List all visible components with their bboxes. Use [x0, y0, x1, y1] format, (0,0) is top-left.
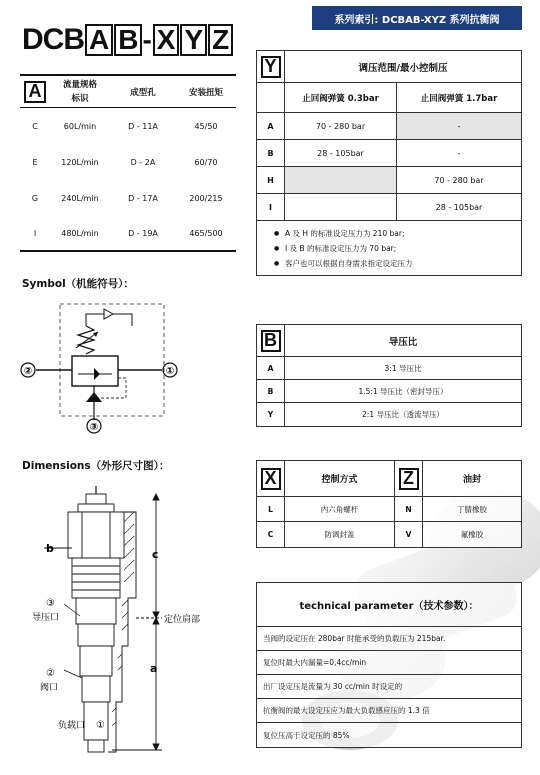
- table-y-letter: Y: [261, 56, 281, 78]
- control-seal-table: [256, 460, 522, 548]
- symbol-port-3: ③: [89, 422, 99, 433]
- cell: D - 11A: [128, 121, 158, 131]
- param-row: 复位时最大内漏量=0,4cc/min: [257, 651, 521, 675]
- cell: L: [257, 497, 285, 521]
- cell: 465/500: [189, 228, 223, 238]
- table-row: [257, 522, 521, 547]
- cell: 120L/min: [61, 157, 99, 167]
- table-row: [257, 194, 521, 221]
- table-row: [20, 144, 236, 180]
- cell: [285, 167, 397, 193]
- cell: D - 19A: [128, 228, 158, 238]
- table-b-letter: B: [261, 330, 281, 352]
- pilot-ratio-title: 导压比: [388, 336, 418, 348]
- cell: B: [257, 140, 285, 166]
- model-code-b: B: [114, 24, 142, 56]
- cell: I: [257, 194, 285, 220]
- cell: I: [33, 228, 37, 238]
- cell: C: [257, 522, 285, 547]
- table-row: [257, 140, 521, 167]
- cell: 氟橡胶: [460, 530, 484, 539]
- dim-a-label: a: [150, 662, 158, 675]
- model-code-a: A: [85, 24, 113, 56]
- pilot-port-number: ③: [46, 598, 55, 609]
- model-code-x: X: [153, 24, 180, 56]
- note-item: ● 客户也可以根据自身需求指定设定压力: [275, 256, 521, 271]
- cell: 丁腈橡胶: [457, 504, 487, 514]
- cell: 240L/min: [61, 193, 99, 203]
- table-a-letter: A: [24, 81, 46, 103]
- cell: 3:1 导压比: [384, 363, 422, 373]
- cell: Y: [257, 403, 285, 426]
- dimensions-heading: Dimensions（外形尺寸图）：: [22, 460, 170, 472]
- cell: 28 - 105bar: [285, 140, 397, 166]
- table-row: [257, 357, 521, 380]
- series-banner: 系列索引: DCBAB-XYZ 系列抗衡阀: [312, 6, 522, 30]
- cell: B: [257, 380, 285, 402]
- model-dash: -: [142, 24, 152, 55]
- shoulder-label: 定位肩部: [164, 615, 201, 625]
- model-prefix: DCB: [22, 23, 84, 56]
- pressure-range-title: 调压范围/最小控制压: [358, 62, 448, 74]
- cell: -: [457, 148, 461, 158]
- seal-title: 油封: [462, 475, 481, 485]
- model-code: [22, 22, 233, 56]
- table-row: [20, 216, 236, 252]
- param-row: 当阀的设定压在 280bar 时能承受的负载压为 215bar.: [257, 627, 521, 651]
- cell: 200/215: [189, 193, 223, 203]
- model-code-z: Z: [208, 24, 233, 56]
- cell: 45/50: [194, 121, 218, 131]
- table-row: [257, 497, 521, 522]
- cell: G: [31, 193, 39, 203]
- header-spring-03: 止回阀弹簧 0.3bar: [285, 83, 397, 112]
- cell: N: [395, 497, 423, 521]
- cell: E: [32, 157, 38, 167]
- pilot-ratio-table: [256, 324, 522, 427]
- header-torque: 安装扭矩: [188, 87, 223, 98]
- header-flow-id: 流量规格 标识: [62, 79, 97, 104]
- cell: A: [257, 357, 285, 379]
- dim-c-label: c: [152, 548, 159, 561]
- valve-port-label: 阀口: [40, 683, 59, 693]
- cell: 60/70: [194, 157, 218, 167]
- symbol-heading: Symbol（机能符号）：: [22, 278, 134, 290]
- table-row: [257, 113, 521, 140]
- header-spring-17: 止回阀弹簧 1.7bar: [420, 93, 498, 104]
- cell: [285, 194, 397, 220]
- load-port-label: 负载口: [58, 721, 86, 731]
- flow-spec-header: [20, 74, 236, 108]
- technical-parameter-table: [256, 582, 522, 748]
- cell: 28 - 105bar: [435, 202, 483, 212]
- param-row: 出厂设定压是流量为 30 cc/min 时设定的: [257, 675, 521, 699]
- cell: -: [397, 113, 521, 139]
- param-row: 复位压高于设定压的 85%: [263, 730, 350, 740]
- cell: 70 - 280 bar: [285, 113, 397, 139]
- table-row: [257, 380, 521, 403]
- cell: 480L/min: [61, 228, 99, 238]
- cell: 防调封盖: [285, 522, 395, 547]
- symbol-port-1: ①: [165, 366, 175, 377]
- symbol-port-2: ②: [23, 366, 33, 377]
- load-port-number: ①: [96, 720, 105, 731]
- pilot-port-label: 导压口: [32, 613, 60, 623]
- table-x-letter: X: [261, 468, 281, 490]
- valve-symbol-diagram: [14, 298, 184, 438]
- note-item: ● A 及 H 的标准设定压力为 210 bar;: [275, 226, 521, 241]
- control-method-title: 控制方式: [285, 461, 395, 496]
- table-row: [257, 167, 521, 194]
- table-row: [20, 108, 236, 144]
- cell: V: [395, 522, 423, 547]
- cell: 2:1 导压比（透流导压）: [362, 410, 444, 419]
- cell: D - 2A: [130, 157, 156, 167]
- technical-title: technical parameter（技术参数）：: [257, 583, 521, 627]
- cell: C: [32, 121, 38, 131]
- pressure-notes: [257, 221, 521, 275]
- cell: 70 - 280 bar: [434, 175, 484, 185]
- cell: 内六角螺杆: [285, 497, 395, 521]
- cell: D - 17A: [128, 193, 158, 203]
- dimension-drawing: [24, 482, 254, 772]
- cell: 1.5:1 导压比（密封导压）: [358, 386, 448, 396]
- header-cavity: 成型孔: [130, 87, 156, 98]
- table-row: [257, 403, 521, 426]
- table-z-letter: Z: [399, 468, 419, 490]
- flow-spec-table: [20, 74, 236, 252]
- dim-b-label: b: [46, 542, 54, 555]
- cell: 60L/min: [63, 121, 97, 131]
- pressure-range-table: [256, 50, 522, 276]
- cell: H: [257, 167, 285, 193]
- model-code-y: Y: [180, 24, 207, 56]
- valve-port-number: ②: [46, 668, 55, 679]
- param-row: 抗衡阀的最大设定压应为最大负载感应压的 1.3 倍: [257, 699, 521, 723]
- cell: A: [257, 113, 285, 139]
- note-item: ● I 及 B 的标准设定压力为 70 bar;: [275, 241, 521, 256]
- table-row: [20, 180, 236, 216]
